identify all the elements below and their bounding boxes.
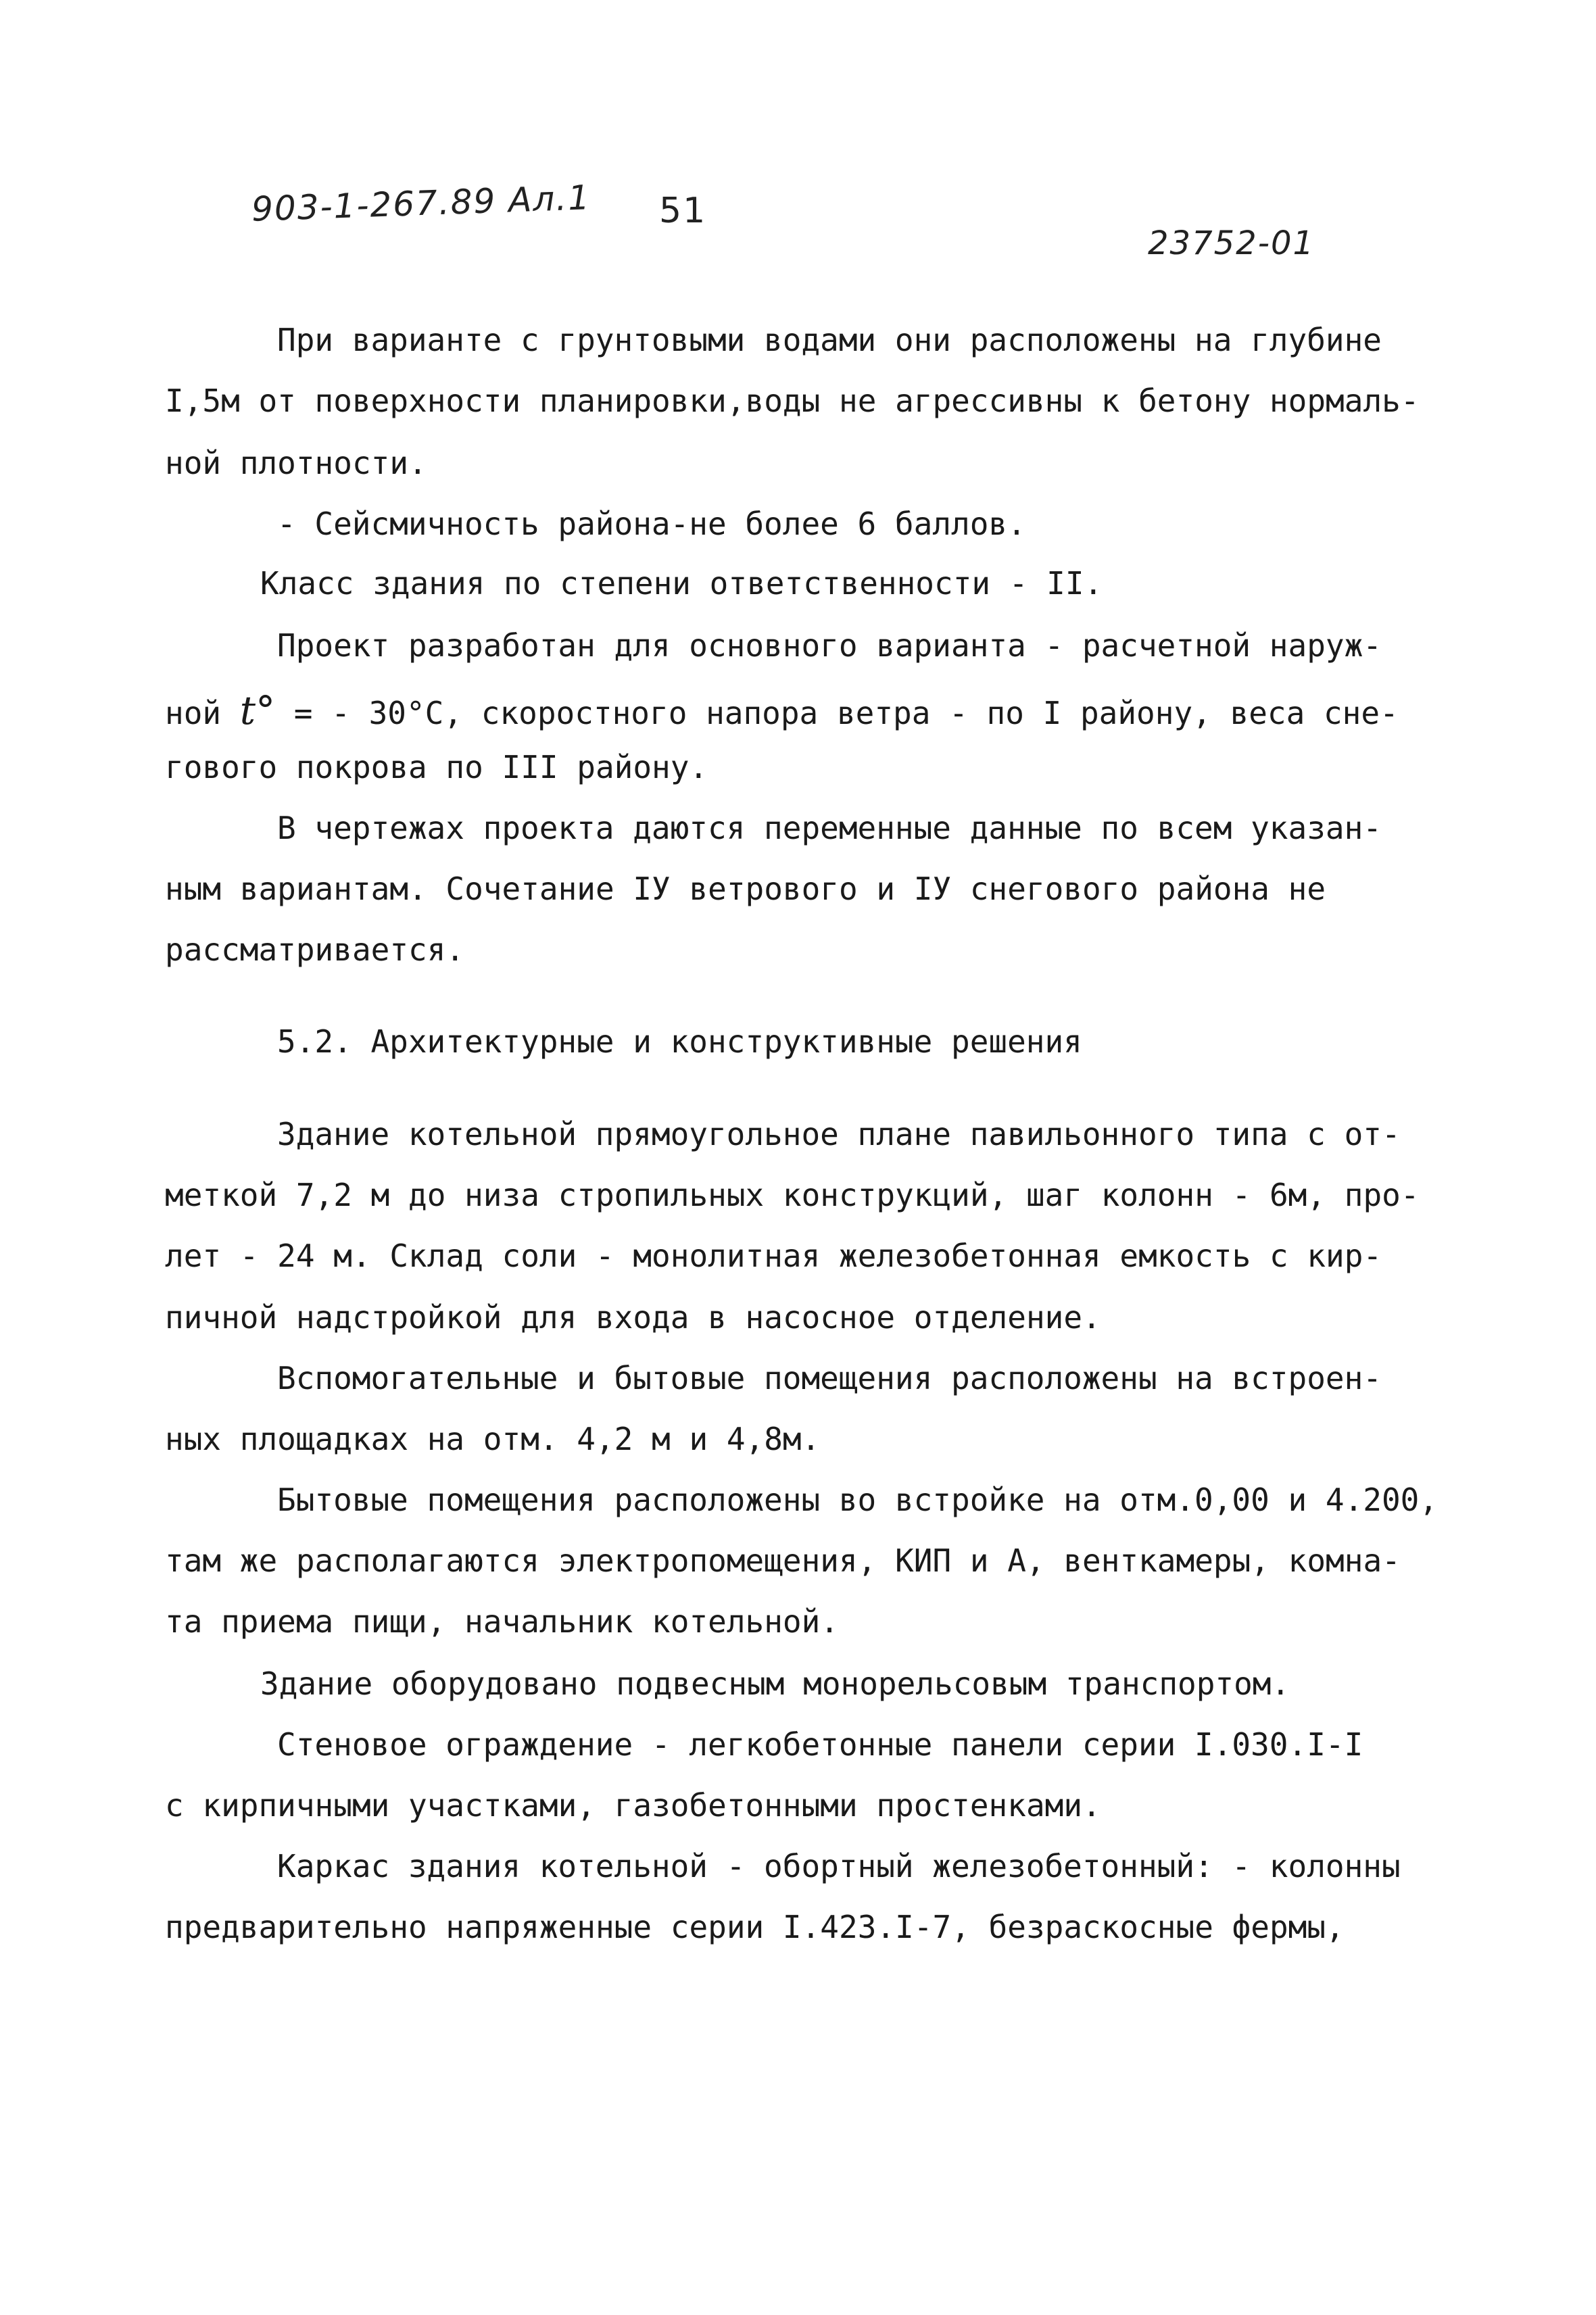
text-line: Здание оборудовано подвесным монорельсовым транспортом. bbox=[260, 1665, 1290, 1702]
text-line: гового покрова по III району. bbox=[165, 749, 708, 785]
text-line: лет - 24 м. Склад соли - монолитная железобетонная емкость с кир- bbox=[165, 1238, 1382, 1274]
page-number: 51 bbox=[659, 191, 707, 231]
text-line-temperature bbox=[165, 687, 1399, 733]
text-line: рассматривается. bbox=[165, 931, 465, 968]
text-fragment: = - 30°С, скоростного напора ветра - по I району, веса сне- bbox=[275, 695, 1399, 731]
text-line: При варианте с грунтовыми водами они расположены на глубине bbox=[277, 322, 1382, 358]
text-line: с кирпичными участками, газобетонными простенками. bbox=[165, 1787, 1101, 1824]
text-line: Проект разработан для основного варианта - расчетной наруж- bbox=[277, 627, 1382, 664]
text-line: та приема пищи, начальник котельной. bbox=[165, 1603, 839, 1640]
text-line: Стеновое ограждение - легкобетонные панели серии I.030.I-I bbox=[277, 1726, 1363, 1763]
text-line: I,5м от поверхности планировки,воды не агрессивны к бетону нормаль- bbox=[165, 383, 1420, 419]
text-fragment: ной bbox=[165, 695, 222, 731]
section-heading: 5.2. Архитектурные и конструктивные решения bbox=[277, 1023, 1082, 1060]
text-line: ным вариантам. Сочетание IУ ветрового и IУ снегового района не bbox=[165, 871, 1326, 907]
text-line: предварительно напряженные серии I.423.I-7, безраскосные фермы, bbox=[165, 1909, 1345, 1945]
document-code: 903-1-267.89 Ал.1 bbox=[251, 178, 591, 229]
text-line: меткой 7,2 м до низа стропильных конструкций, шаг колонн - 6м, про- bbox=[165, 1177, 1420, 1213]
text-line: Бытовые помещения расположены во встройке на отм.0,00 и 4.200, bbox=[277, 1482, 1438, 1518]
text-line: там же располагаются электропомещения, КИП и А, венткамеры, комна- bbox=[165, 1542, 1401, 1579]
text-line: - Сейсмичность района-не более 6 баллов. bbox=[277, 506, 1026, 542]
text-line: Класс здания по степени ответственности - II. bbox=[260, 565, 1103, 602]
temperature-symbol: t° bbox=[239, 687, 276, 733]
text-line: ных площадках на отм. 4,2 м и 4,8м. bbox=[165, 1421, 821, 1457]
text-line: В чертежах проекта даются переменные данные по всем указан- bbox=[277, 810, 1382, 846]
text-line: Здание котельной прямоугольное плане павильонного типа с от- bbox=[277, 1116, 1401, 1152]
sheet-code: 23752-01 bbox=[1148, 224, 1315, 262]
text-line: Каркас здания котельной - обортный железобетонный: - колонны bbox=[277, 1848, 1401, 1884]
text-line: пичной надстройкой для входа в насосное отделение. bbox=[165, 1299, 1101, 1336]
text-line: Вспомогательные и бытовые помещения расположены на встроен- bbox=[277, 1360, 1382, 1396]
text-line: ной плотности. bbox=[165, 445, 427, 481]
